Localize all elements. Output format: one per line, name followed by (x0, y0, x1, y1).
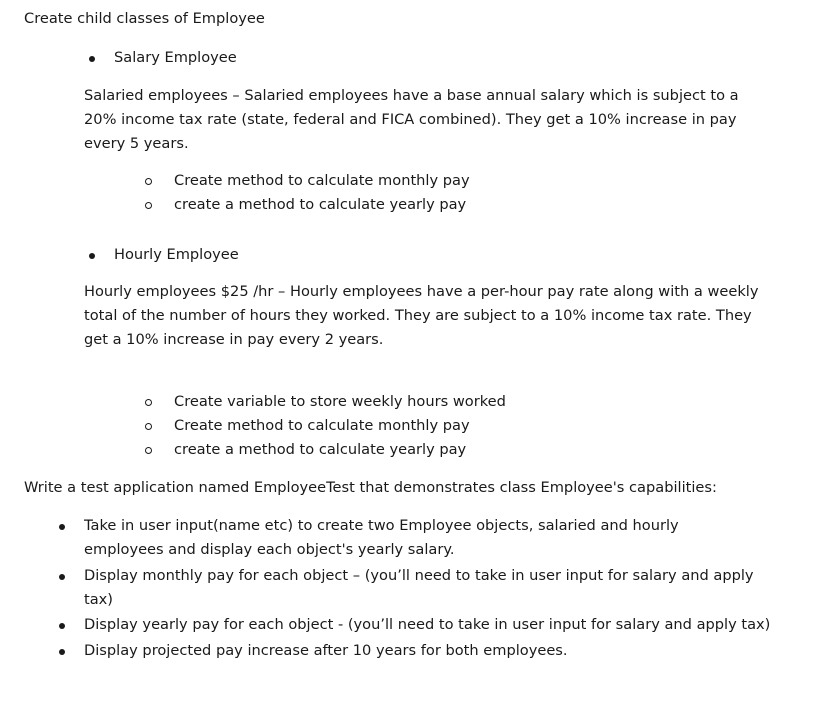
bullet-dot-icon (59, 623, 65, 629)
salary-desc-line: Salaried employees – Salaried employees have a base annual salary which is subject to a (84, 87, 739, 104)
bullet-dot-icon (59, 649, 65, 655)
test-item-line: Display yearly pay for each object - (you’ll need to take in user input for salary and apply tax) (84, 616, 771, 633)
bullet-circle-icon (145, 202, 152, 209)
test-item-line: employees and display each object's yearly salary. (84, 541, 455, 558)
hourly-desc-line: Hourly employees $25 /hr – Hourly employees have a per-hour pay rate along with a weekly (84, 283, 759, 300)
heading: Create child classes of Employee (24, 10, 265, 27)
bullet-circle-icon (145, 178, 152, 185)
salary-desc-line: every 5 years. (84, 135, 189, 152)
hourly-task: Create variable to store weekly hours worked (174, 393, 506, 410)
hourly-task: create a method to calculate yearly pay (174, 441, 467, 458)
bullet-dot-icon (89, 253, 95, 259)
bullet-circle-icon (145, 399, 152, 406)
hourly-desc-line: total of the number of hours they worked. They are subject to a 10% income tax rate. They (84, 307, 752, 324)
test-item-line: Display monthly pay for each object – (you’ll need to take in user input for salary and apply (84, 567, 754, 584)
test-item-line: Display projected pay increase after 10 years for both employees. (84, 642, 568, 659)
salary-title: Salary Employee (114, 49, 237, 66)
test-item-line: Take in user input(name etc) to create two Employee objects, salaried and hourly (84, 517, 679, 534)
test-item-line: tax) (84, 591, 113, 608)
test-intro: Write a test application named EmployeeTest that demonstrates class Employee's capabilities: (24, 479, 717, 496)
bullet-dot-icon (59, 524, 65, 530)
hourly-desc-line: get a 10% increase in pay every 2 years. (84, 331, 384, 348)
bullet-circle-icon (145, 423, 152, 430)
hourly-task: Create method to calculate monthly pay (174, 417, 470, 434)
bullet-dot-icon (59, 574, 65, 580)
salary-desc-line: 20% income tax rate (state, federal and FICA combined). They get a 10% increase in pay (84, 111, 737, 128)
salary-task: Create method to calculate monthly pay (174, 172, 470, 189)
salary-task: create a method to calculate yearly pay (174, 196, 467, 213)
hourly-title: Hourly Employee (114, 246, 239, 263)
bullet-circle-icon (145, 447, 152, 454)
bullet-dot-icon (89, 56, 95, 62)
